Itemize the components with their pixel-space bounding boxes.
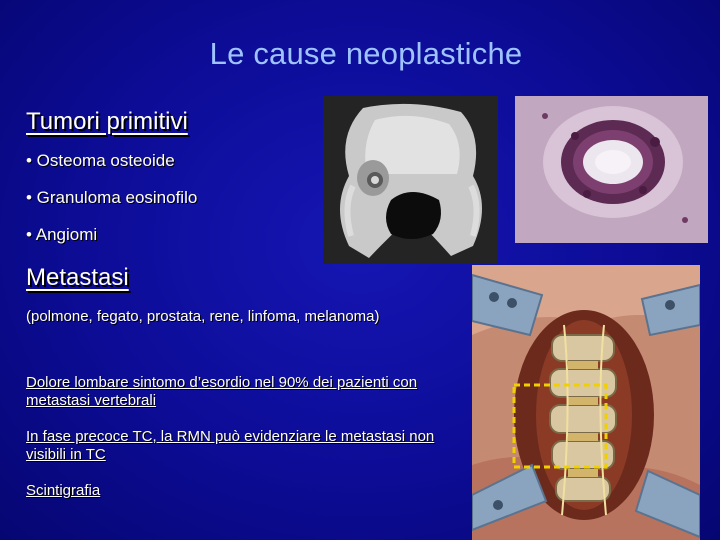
bullet-angiomi: • Angiomi (26, 225, 98, 244)
heading-metastasi: Metastasi (26, 264, 129, 291)
note-dolore-lombare: Dolore lombare sintomo d’esordio nel 90% dei pazienti con metastasi vertebrali (26, 374, 418, 409)
bullet-osteoma: • Osteoma osteoide (26, 151, 175, 170)
vertebra-ct-image (323, 96, 498, 264)
note-fase-precoce: In fase precoce TC, la RMN può evidenziare le metastasi non visibili in TC (26, 428, 435, 463)
spine-surgery-illustration (472, 265, 700, 540)
slide-title: Le cause neoplastiche (209, 36, 523, 71)
bullet-granuloma: • Granuloma eosinofilo (26, 188, 198, 207)
histology-image (515, 96, 708, 243)
metastasi-sources: (polmone, fegato, prostata, rene, linfoma, melanoma) (26, 308, 380, 325)
heading-tumori-primitivi: Tumori primitivi (26, 108, 188, 135)
note-scintigrafia: Scintigrafia (26, 482, 101, 499)
